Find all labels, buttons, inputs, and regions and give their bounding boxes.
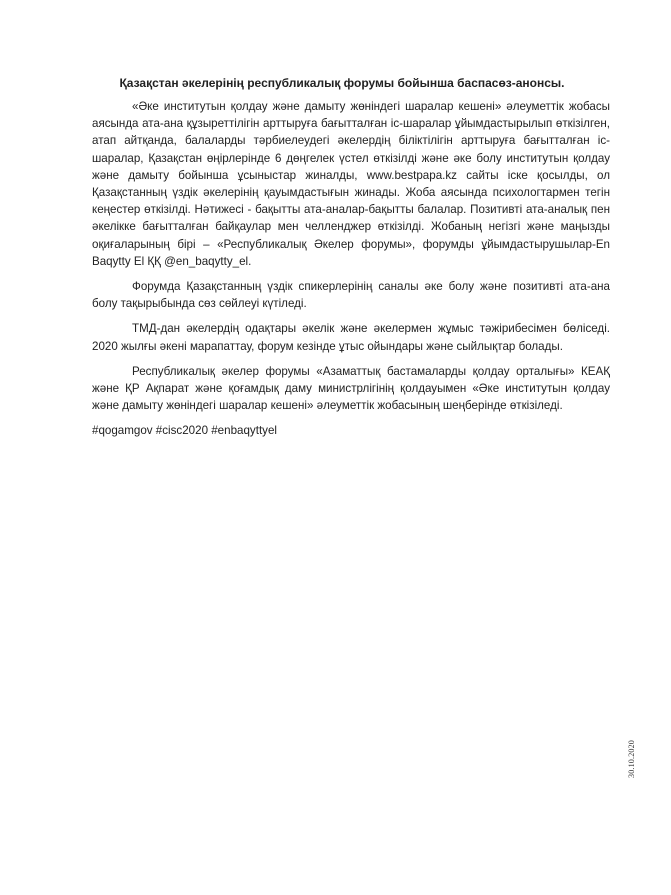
hashtags: #qogamgov #cisc2020 #enbaqyttyel <box>92 424 277 438</box>
document-body <box>92 98 610 440</box>
side-date-stamp: 30.10.2020 <box>627 740 636 778</box>
paragraph-2: Форумда Қазақстанның үздік спикерлерінің саналы әке болу және позитивті ата-ана болу тақырыбында сөз сөйлеуі күтіледі. <box>92 280 610 311</box>
paragraph-1: «Әке институтын қолдау және дамыту жөніндегі шаралар кешені» әлеуметтік жобасы аясында ата-ана құзыреттілігін арттыруға бағытталған іс-шаралар ұйымдастырылып өткізілген, атап айтқанда, балаларды тәрбиелеудегі әкелердің біліктілігін арттыруға бағытталған іс-шаралар, Қазақстан өңірлерінде 6 дөңгелек үстел өткізілді және әке болу институтын қолдау және дамыту бойынша ұсыныстар жиналды, www.bestpapa.kz сайты іске қосылды, ол Қазақстанның үздік әкелерінің қауымдастығын жинады. Жоба аясында психологтармен тегін кеңестер өткізілді. Нәтижесі - бақытты ата-аналар-бақытты балалар. Позитивті ата-аналық пен әкелікке бағытталған байқаулар мен челленджер өткізілді. Жобаның негізгі және маңызды оқиғаларының бірі – «Республикалық Әкелер форумы», форумды ұйымдастырушылар-En Baqytty El ҚҚ @en_baqytty_el. <box>92 100 610 268</box>
paragraph-4: Республикалық әкелер форумы «Азаматтық бастамаларды қолдау орталығы» КЕАҚ және ҚР Ақпарат және қоғамдық даму министрлігінің қолдауымен «Әке институтын қолдау және дамыту жөніндегі шаралар кешені» әлеуметтік жобасының шеңберінде өткізіледі. <box>92 364 610 413</box>
document-title: Қазақстан әкелерінің республикалық форумы бойынша баспасөз-анонсы. <box>119 76 565 90</box>
paragraph-3: ТМД-дан әкелердің одақтары әкелік және әкелермен жұмыс тәжірибесімен бөліседі. 2020 жылғы әкені марапаттау, форум кезінде ұтыс ойындары және сыйлықтар болады. <box>92 322 610 353</box>
